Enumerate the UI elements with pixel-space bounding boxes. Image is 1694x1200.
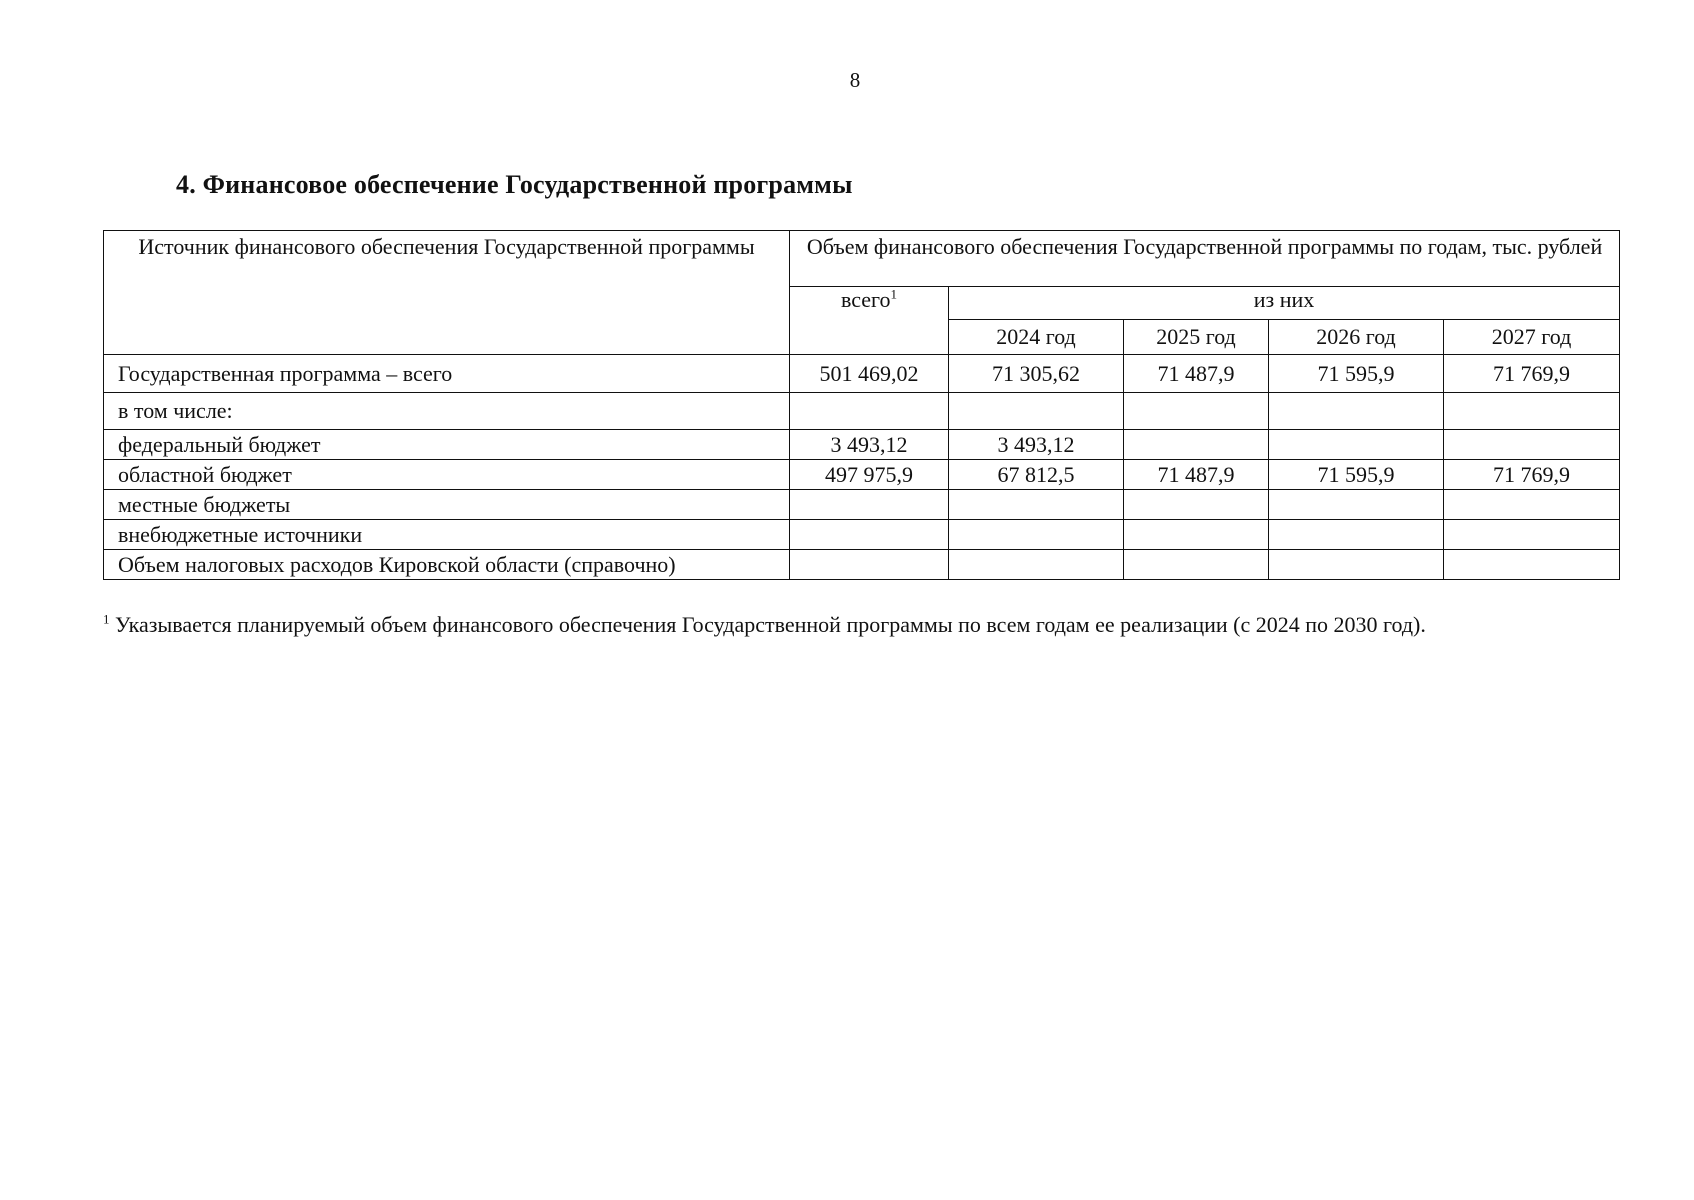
cell-2024: 67 812,5 [949, 460, 1124, 490]
header-total [790, 287, 949, 355]
row-label: Государственная программа – всего [104, 355, 790, 393]
row-label: внебюджетные источники [104, 520, 790, 550]
table-row [104, 393, 1620, 430]
row-label: местные бюджеты [104, 490, 790, 520]
table-row [104, 520, 1620, 550]
cell-total: 497 975,9 [790, 460, 949, 490]
table-row [104, 430, 1620, 460]
cell-2027 [1444, 520, 1620, 550]
cell-2027: 71 769,9 [1444, 460, 1620, 490]
financing-table [103, 230, 1620, 580]
cell-2025 [1124, 393, 1269, 430]
table-row [104, 460, 1620, 490]
cell-2027 [1444, 550, 1620, 580]
header-total-label: всего [840, 287, 891, 312]
cell-2025: 71 487,9 [1124, 460, 1269, 490]
footnote-mark: 1 [890, 286, 898, 302]
row-label: федеральный бюджет [104, 430, 790, 460]
cell-2026 [1269, 393, 1444, 430]
page-number: 8 [849, 68, 861, 92]
cell-2027 [1444, 393, 1620, 430]
cell-2025 [1124, 430, 1269, 460]
row-label: в том числе: [104, 393, 790, 430]
cell-2026 [1269, 520, 1444, 550]
cell-total: 3 493,12 [790, 430, 949, 460]
header-of-them: из них [949, 287, 1620, 320]
cell-2024 [949, 550, 1124, 580]
cell-total [790, 550, 949, 580]
cell-2024: 71 305,62 [949, 355, 1124, 393]
header-volume: Объем финансового обеспечения Государственной программы по годам, тыс. рублей [790, 231, 1620, 287]
cell-2025: 71 487,9 [1124, 355, 1269, 393]
cell-2027 [1444, 490, 1620, 520]
cell-total: 501 469,02 [790, 355, 949, 393]
cell-2024 [949, 490, 1124, 520]
section-title: 4. Финансовое обеспечение Государственной программы [176, 170, 853, 199]
row-label: Объем налоговых расходов Кировской области (справочно) [104, 550, 790, 580]
row-label: областной бюджет [104, 460, 790, 490]
cell-2026 [1269, 430, 1444, 460]
cell-total [790, 520, 949, 550]
cell-2027 [1444, 430, 1620, 460]
cell-total [790, 490, 949, 520]
cell-2026: 71 595,9 [1269, 355, 1444, 393]
cell-total [790, 393, 949, 430]
cell-2025 [1124, 550, 1269, 580]
cell-2024 [949, 393, 1124, 430]
header-year-2024: 2024 год [949, 320, 1124, 355]
cell-2027: 71 769,9 [1444, 355, 1620, 393]
table-row [104, 490, 1620, 520]
header-year-2026: 2026 год [1269, 320, 1444, 355]
footnote [103, 612, 1426, 638]
cell-2026 [1269, 550, 1444, 580]
footnote-text: Указывается планируемый объем финансового обеспечения Государственной программы по всем годам ее реализации (с 2024 по 2030 год). [115, 612, 1426, 637]
cell-2026: 71 595,9 [1269, 460, 1444, 490]
table-row [104, 355, 1620, 393]
header-year-2025: 2025 год [1124, 320, 1269, 355]
header-source: Источник финансового обеспечения Государственной программы [104, 231, 790, 355]
cell-2026 [1269, 490, 1444, 520]
cell-2025 [1124, 520, 1269, 550]
cell-2024: 3 493,12 [949, 430, 1124, 460]
cell-2025 [1124, 490, 1269, 520]
footnote-number: 1 [103, 611, 110, 627]
header-year-2027: 2027 год [1444, 320, 1620, 355]
table-row [104, 550, 1620, 580]
cell-2024 [949, 520, 1124, 550]
